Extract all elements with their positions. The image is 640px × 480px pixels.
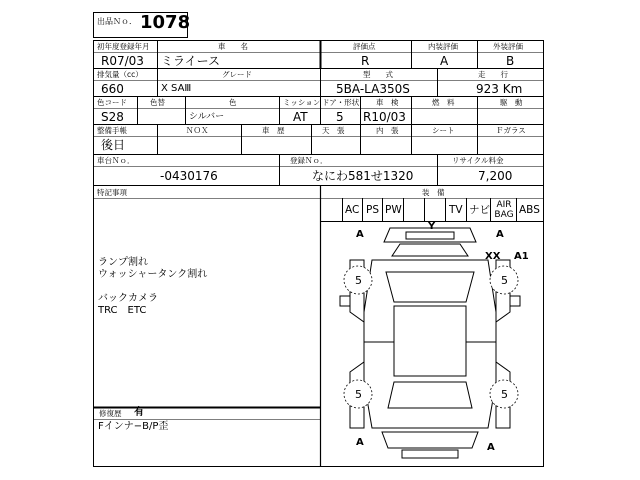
- inspection-label: 車 検: [376, 98, 399, 107]
- equipment-pw: PW: [385, 204, 402, 216]
- registration-label: 登録Ｎｏ．: [290, 156, 328, 165]
- damage-mark: 5: [355, 274, 362, 287]
- exterior-score-value: B: [506, 54, 515, 68]
- note-line: TRC ETC: [98, 305, 147, 316]
- nox-label: ＮＯＸ: [186, 126, 209, 135]
- recycle-fee-value: 7,200: [478, 169, 513, 183]
- damage-mark: A: [356, 229, 364, 240]
- mission-value: AT: [293, 110, 308, 124]
- roof-label: 天 張: [322, 126, 345, 135]
- equipment-airbag: AIR BAG: [494, 200, 514, 220]
- doors-value: 5: [336, 110, 344, 124]
- grade-value: X SAⅢ: [161, 83, 192, 94]
- seat-label: シート: [432, 126, 455, 135]
- notes-label: 特記事項: [97, 188, 127, 197]
- car-diagram: [320, 222, 543, 466]
- note-line: バックカメラ: [98, 293, 158, 304]
- interior-trim-label: 内 張: [376, 126, 399, 135]
- color-code-label: 色コード: [97, 98, 127, 107]
- service-manual-label: 整備手帳: [97, 126, 127, 135]
- repair-history-label: 修復歴: [99, 409, 122, 418]
- score-label: 評価点: [353, 42, 376, 51]
- chassis-value: -0430176: [160, 169, 218, 183]
- model-value: 5BA-LA350S: [336, 82, 410, 96]
- color-code-value: S28: [101, 110, 124, 124]
- equipment-ac: AC: [345, 204, 360, 216]
- model-label: 型 式: [363, 70, 393, 79]
- lot-number: 1078: [140, 12, 191, 33]
- registration-value: なにわ581せ1320: [312, 169, 414, 183]
- mileage-label: 走 行: [478, 70, 508, 79]
- exterior-score-label: 外装評価: [493, 42, 523, 51]
- repair-detail: Fインナ−B/P歪: [98, 421, 169, 432]
- fuel-label: 燃 料: [432, 98, 455, 107]
- inspection-value: R10/03: [363, 110, 406, 124]
- color-label: 色: [229, 98, 237, 107]
- damage-mark: A: [487, 442, 495, 453]
- damage-mark: 5: [355, 388, 362, 401]
- car-name-value: ミライース: [161, 54, 221, 68]
- front-glass-label: Ｆガラス: [496, 126, 526, 135]
- note-line: ランプ割れ: [98, 257, 148, 268]
- damage-mark: A1: [514, 251, 529, 262]
- color-change-label: 色替: [150, 98, 165, 107]
- damage-mark: 5: [501, 388, 508, 401]
- displacement-label: 排気量（cc）: [97, 70, 143, 79]
- repair-history-value: 有: [134, 407, 144, 418]
- damage-mark: Y: [428, 221, 436, 232]
- equipment-abs: ABS: [519, 204, 540, 216]
- score-value: R: [361, 54, 370, 68]
- recycle-fee-label: リサイクル料金: [452, 156, 504, 165]
- service-manual-value: 後日: [101, 138, 126, 152]
- note-line: [98, 281, 207, 293]
- damage-mark: 5: [501, 274, 508, 287]
- equipment-tv: TV: [449, 204, 463, 216]
- damage-mark: A: [496, 229, 504, 240]
- interior-score-label: 内装評価: [428, 42, 458, 51]
- lot-label: 出品Ｎｏ．: [97, 17, 137, 26]
- notes-list: [98, 257, 207, 317]
- drive-label: 駆 動: [500, 98, 523, 107]
- equipment-navi: ナビ: [469, 204, 490, 216]
- equipment-label: 装 備: [422, 188, 445, 197]
- mission-label: ミッション: [283, 98, 321, 107]
- doors-label: ドア・形状: [322, 98, 360, 107]
- color-value: シルバー: [189, 112, 225, 122]
- mileage-value: 923 Km: [476, 82, 523, 96]
- car-name-label: 車 名: [218, 42, 248, 51]
- first-registration-label: 初年度登録年月: [97, 42, 150, 51]
- damage-mark: A: [356, 437, 364, 448]
- car-history-label: 車 歴: [262, 126, 285, 135]
- interior-score-value: A: [440, 54, 449, 68]
- note-line: ウォッシャータンク割れ: [98, 269, 208, 280]
- equipment-ps: PS: [366, 204, 379, 216]
- chassis-label: 車台Ｎｏ．: [97, 156, 135, 165]
- displacement-value: 660: [101, 82, 124, 96]
- first-registration-value: R07/03: [101, 54, 144, 68]
- damage-mark: XX: [485, 251, 501, 262]
- grade-label: グレード: [222, 70, 252, 79]
